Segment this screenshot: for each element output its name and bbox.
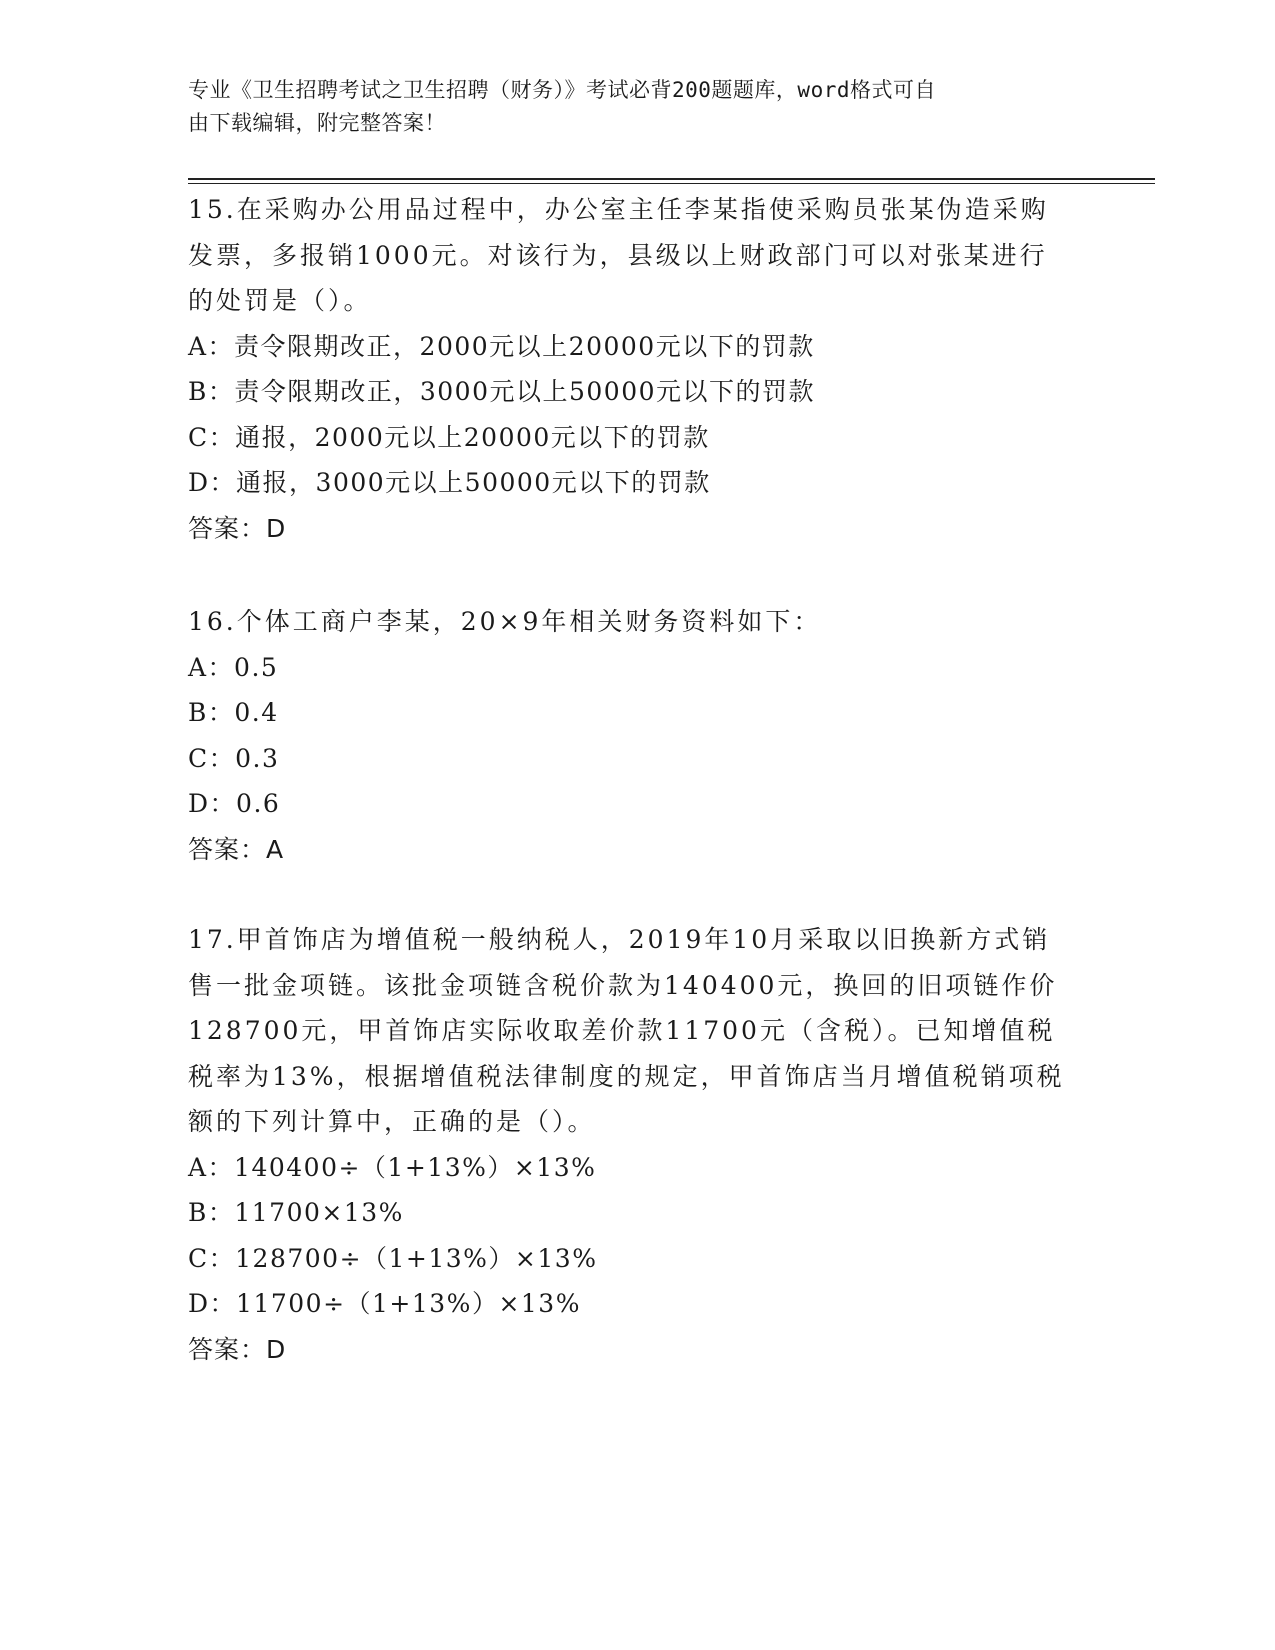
option-d: D：11700÷（1+13%）×13% <box>188 1289 581 1318</box>
stem-line: 的处罚是（）。 <box>188 286 372 315</box>
question-16 <box>188 599 1088 872</box>
option-c: C：通报，2000元以上20000元以下的罚款 <box>188 422 710 452</box>
question-15 <box>188 187 1088 551</box>
stem-line: 15.在采购办公用品过程中，办公室主任李某指使采购员张某伪造采购 <box>188 195 1049 224</box>
option-a: A：0.5 <box>188 652 279 682</box>
answer: 答案：A <box>188 834 285 864</box>
option-d: D：通报，3000元以上50000元以下的罚款 <box>188 468 711 497</box>
option-a: A：140400÷（1+13%）×13% <box>188 1152 597 1182</box>
header-line-1: 专业《卫生招聘考试之卫生招聘（财务）》考试必背200题题库，word格式可自 <box>188 78 936 102</box>
question-stem <box>188 599 1088 645</box>
option-d: D：0.6 <box>188 789 281 818</box>
stem-line: 额的下列计算中，正确的是（）。 <box>188 1107 596 1136</box>
option-c: C：128700÷（1+13%）×13% <box>188 1243 598 1273</box>
stem-line: 售一批金项链。该批金项链含税价款为140400元，换回的旧项链作价 <box>188 970 1058 1000</box>
stem-line: 发票，多报销1000元。对该行为，县级以上财政部门可以对张某进行 <box>188 240 1048 270</box>
stem-line: 16.个体工商户李某，20×9年相关财务资料如下： <box>188 607 822 636</box>
option-a: A：责令限期改正，2000元以上20000元以下的罚款 <box>188 331 815 361</box>
stem-line: 17.甲首饰店为增值税一般纳税人，2019年10月采取以旧换新方式销 <box>188 925 1051 954</box>
question-17 <box>188 917 1088 1372</box>
stem-line: 税率为13%，根据增值税法律制度的规定，甲首饰店当月增值税销项税 <box>188 1061 1065 1091</box>
header-divider-thick <box>188 178 1155 180</box>
option-b: B：责令限期改正，3000元以上50000元以下的罚款 <box>188 377 816 406</box>
option-b: B：0.4 <box>188 698 279 727</box>
stem-line: 128700元，甲首饰店实际收取差价款11700元（含税）。已知增值税 <box>188 1016 1056 1045</box>
document-header <box>188 74 1068 140</box>
header-divider-thin <box>188 183 1155 184</box>
question-stem <box>188 187 1088 324</box>
option-b: B：11700×13% <box>188 1198 404 1227</box>
question-stem <box>188 917 1088 1145</box>
option-c: C：0.3 <box>188 743 280 773</box>
answer: 答案：D <box>188 513 287 543</box>
header-line-2: 由下载编辑，附完整答案！ <box>188 111 446 135</box>
answer: 答案：D <box>188 1334 287 1364</box>
